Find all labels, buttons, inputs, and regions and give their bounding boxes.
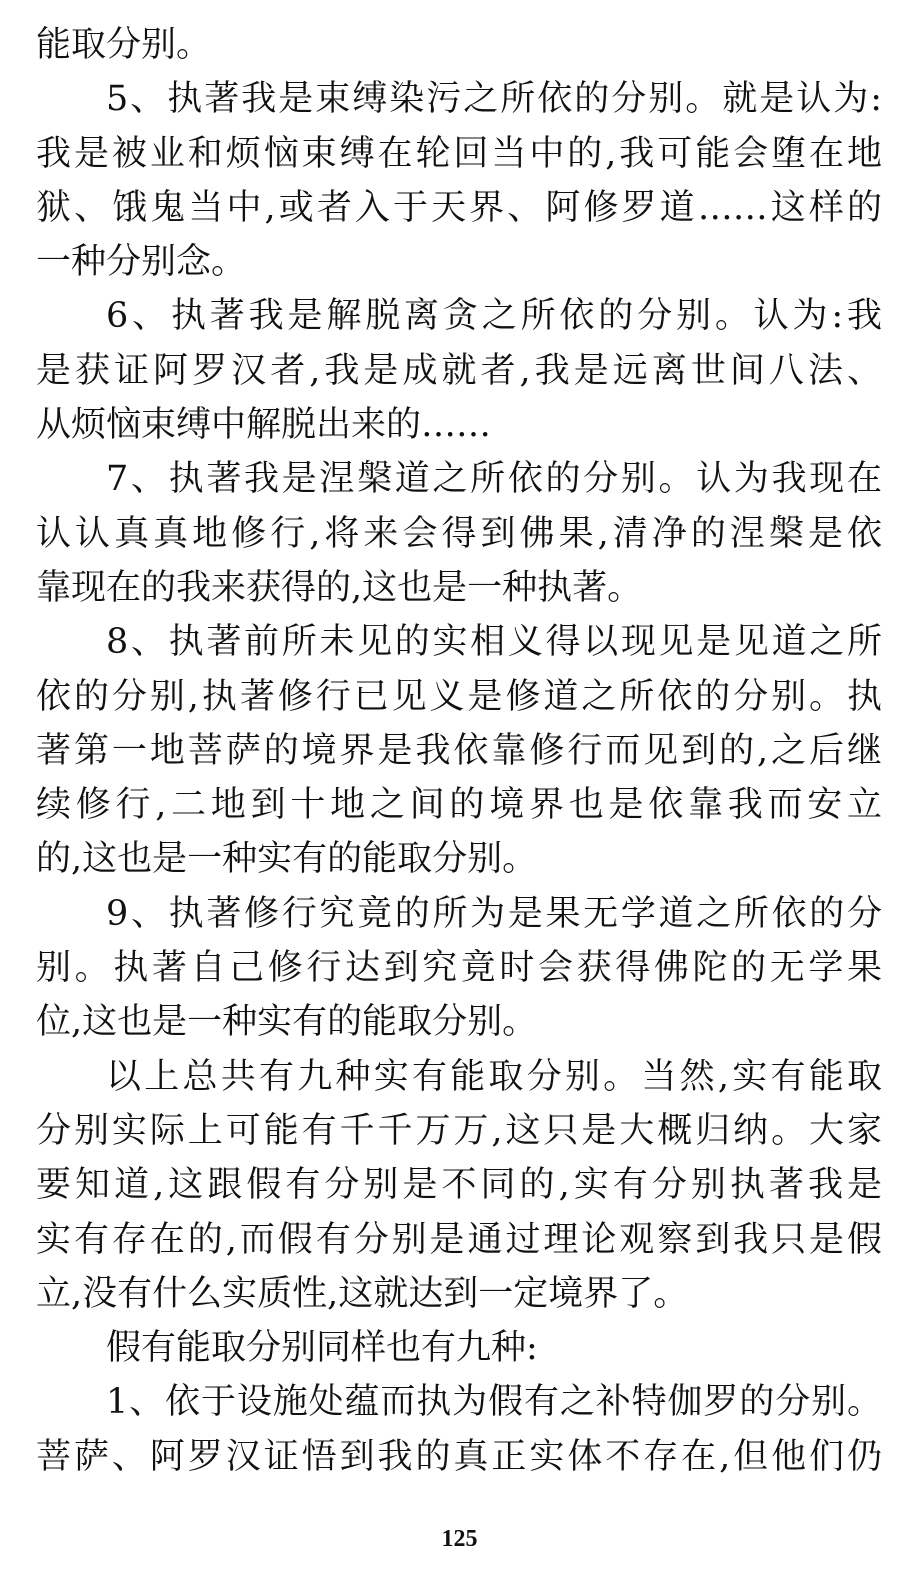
text-line: 以上总共有九种实有能取分别。当然,实有能取 bbox=[106, 1056, 882, 1097]
text-line: 8、执著前所未见的实相义得以现见是见道之所 bbox=[106, 622, 882, 663]
text-line: 9、执著修行究竟的所为是果无学道之所依的分 bbox=[106, 893, 882, 934]
text-line: 6、执著我是解脱离贪之所依的分别。认为:我 bbox=[106, 296, 882, 337]
text-line: 位,这也是一种实有的能取分别。 bbox=[36, 1002, 538, 1043]
text-line: 5、执著我是束缚染污之所依的分别。就是认为: bbox=[106, 79, 882, 120]
text-line: 续修行,二地到十地之间的境界也是依靠我而安立 bbox=[36, 785, 882, 826]
text-line: 我是被业和烦恼束缚在轮回当中的,我可能会堕在地 bbox=[36, 133, 882, 174]
text-line: 别。执著自己修行达到究竟时会获得佛陀的无学果 bbox=[36, 948, 882, 989]
text-line: 认认真真地修行,将来会得到佛果,清净的涅槃是依 bbox=[36, 513, 882, 554]
page-number: 125 bbox=[441, 1526, 478, 1552]
text-line: 一种分别念。 bbox=[36, 242, 247, 283]
text-line: 狱、饿鬼当中,或者入于天界、阿修罗道……这样的 bbox=[36, 187, 882, 228]
text-line: 是获证阿罗汉者,我是成就者,我是远离世间八法、 bbox=[36, 350, 882, 391]
text-line: 1、依于设施处蕴而执为假有之补特伽罗的分别。 bbox=[106, 1382, 882, 1423]
text-line: 著第一地菩萨的境界是我依靠修行而见到的,之后继 bbox=[36, 730, 882, 771]
text-line: 能取分别。 bbox=[36, 25, 212, 65]
text-line: 实有存在的,而假有分别是通过理论观察到我只是假 bbox=[36, 1219, 882, 1260]
text-line: 从烦恼束缚中解脱出来的…… bbox=[36, 405, 492, 446]
text-line: 的,这也是一种实有的能取分别。 bbox=[36, 839, 538, 880]
text-line: 菩萨、阿罗汉证悟到我的真正实体不存在,但他们仍 bbox=[36, 1436, 882, 1477]
text-line: 要知道,这跟假有分别是不同的,实有分别执著我是 bbox=[36, 1165, 882, 1206]
text-line: 假有能取分别同样也有九种: bbox=[106, 1328, 538, 1369]
text-line: 立,没有什么实质性,这就达到一定境界了。 bbox=[36, 1273, 689, 1314]
text-line: 靠现在的我来获得的,这也是一种执著。 bbox=[36, 567, 643, 608]
text-line: 7、执著我是涅槃道之所依的分别。认为我现在 bbox=[106, 459, 882, 500]
document-body bbox=[36, 18, 882, 1484]
text-line: 分别实际上可能有千千万万,这只是大概归纳。大家 bbox=[36, 1110, 882, 1151]
text-line: 依的分别,执著修行已见义是修道之所依的分别。执 bbox=[36, 676, 882, 717]
